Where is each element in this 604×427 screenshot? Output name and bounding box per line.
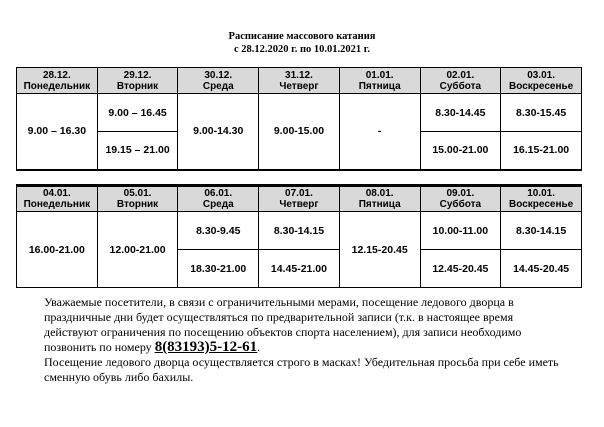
day-header xyxy=(420,186,501,212)
time-cell: 14.45-20.45 xyxy=(501,250,582,288)
day-header xyxy=(339,186,420,212)
schedule-title: Расписание массового катания xyxy=(228,31,376,42)
time-cell: 12.15-20.45 xyxy=(339,212,420,288)
day-header xyxy=(259,186,340,212)
day-date: 28.12. xyxy=(42,69,71,81)
day-header xyxy=(178,68,259,94)
time-cell: - xyxy=(339,94,420,170)
day-header xyxy=(339,68,420,94)
day-header xyxy=(17,186,98,212)
time-row xyxy=(17,212,582,250)
time-cell: 9.00 – 16.45 xyxy=(97,94,178,132)
schedule-table-week1 xyxy=(16,67,582,171)
time-row xyxy=(17,94,582,132)
time-cell: 15.00-21.00 xyxy=(420,132,501,170)
time-cell: 9.00-14.30 xyxy=(178,94,259,170)
day-header xyxy=(97,186,178,212)
day-name: Четверг xyxy=(279,80,319,92)
day-date: 04.01. xyxy=(42,188,71,199)
time-cell: 10.00-11.00 xyxy=(420,212,501,250)
time-cell: 8.30-15.45 xyxy=(501,94,582,132)
day-date: 10.01. xyxy=(527,188,556,199)
day-date: 02.01. xyxy=(446,69,475,81)
time-cell: 8.30-14.45 xyxy=(420,94,501,132)
phone-number: 8(83193)5-12-61 xyxy=(154,339,258,355)
day-name: Пятница xyxy=(358,80,401,92)
day-date: 06.01. xyxy=(204,188,233,199)
day-name: Вторник xyxy=(116,199,159,210)
time-cell: 8.30-14.15 xyxy=(259,212,340,250)
day-name: Понедельник xyxy=(23,80,91,92)
day-date: 07.01. xyxy=(285,188,313,199)
time-cell: 12.00-21.00 xyxy=(97,212,178,288)
day-name: Среда xyxy=(202,199,234,210)
day-date: 31.12. xyxy=(285,69,313,81)
day-header xyxy=(17,68,98,94)
day-date: 05.01. xyxy=(123,188,152,199)
day-name: Суббота xyxy=(439,199,482,210)
day-name: Среда xyxy=(202,80,234,92)
day-header xyxy=(97,68,178,94)
mask-notice: Посещение ледового дворца осуществляется строго в масках! Убедительная просьба при себе иметь сменную обувь либо бахилы. xyxy=(44,355,559,384)
schedule-table-week2 xyxy=(16,184,582,288)
day-header xyxy=(420,68,501,94)
day-date: 01.01. xyxy=(365,69,394,81)
time-cell: 12.45-20.45 xyxy=(420,250,501,288)
time-cell: 16.15-21.00 xyxy=(501,132,582,170)
schedule-period: с 28.12.2020 г. по 10.01.2021 г. xyxy=(233,44,370,55)
time-cell: 18.30-21.00 xyxy=(178,250,259,288)
day-name: Суббота xyxy=(439,80,482,92)
day-date: 29.12. xyxy=(123,69,152,81)
notice-paragraph xyxy=(44,295,564,355)
time-cell: 9.00-15.00 xyxy=(259,94,340,170)
day-header xyxy=(178,186,259,212)
time-cell: 19.15 – 21.00 xyxy=(97,132,178,170)
day-name: Воскресенье xyxy=(509,199,574,210)
day-name: Вторник xyxy=(116,80,159,92)
time-cell: 16.00-21.00 xyxy=(17,212,98,288)
day-header xyxy=(501,68,582,94)
day-date: 09.01. xyxy=(446,188,475,199)
notice-text: Уважаемые посетители, в связи с ограничительными мерами, посещение ледового дворца в праздничные дни будет осуществляться по предварительной записи (т.к. в настоящее время действуют ограничения по посещению объектов спорта населением), для записи необходимо позвонить по номеру xyxy=(44,295,522,354)
time-cell: 8.30-14.15 xyxy=(501,212,582,250)
time-cell: 9.00 – 16.30 xyxy=(17,94,98,170)
notice-text-end: . xyxy=(257,340,261,354)
day-date: 30.12. xyxy=(204,69,233,81)
day-header xyxy=(501,186,582,212)
time-cell: 14.45-21.00 xyxy=(259,250,340,288)
time-cell: 8.30-9.45 xyxy=(178,212,259,250)
day-date: 08.01. xyxy=(365,188,394,199)
day-name: Понедельник xyxy=(23,199,91,210)
day-header xyxy=(259,68,340,94)
header-row xyxy=(17,186,582,212)
day-date: 03.01. xyxy=(527,69,556,81)
day-name: Воскресенье xyxy=(509,80,574,92)
day-name: Пятница xyxy=(358,199,401,210)
header-row xyxy=(17,68,582,94)
day-name: Четверг xyxy=(279,199,319,210)
